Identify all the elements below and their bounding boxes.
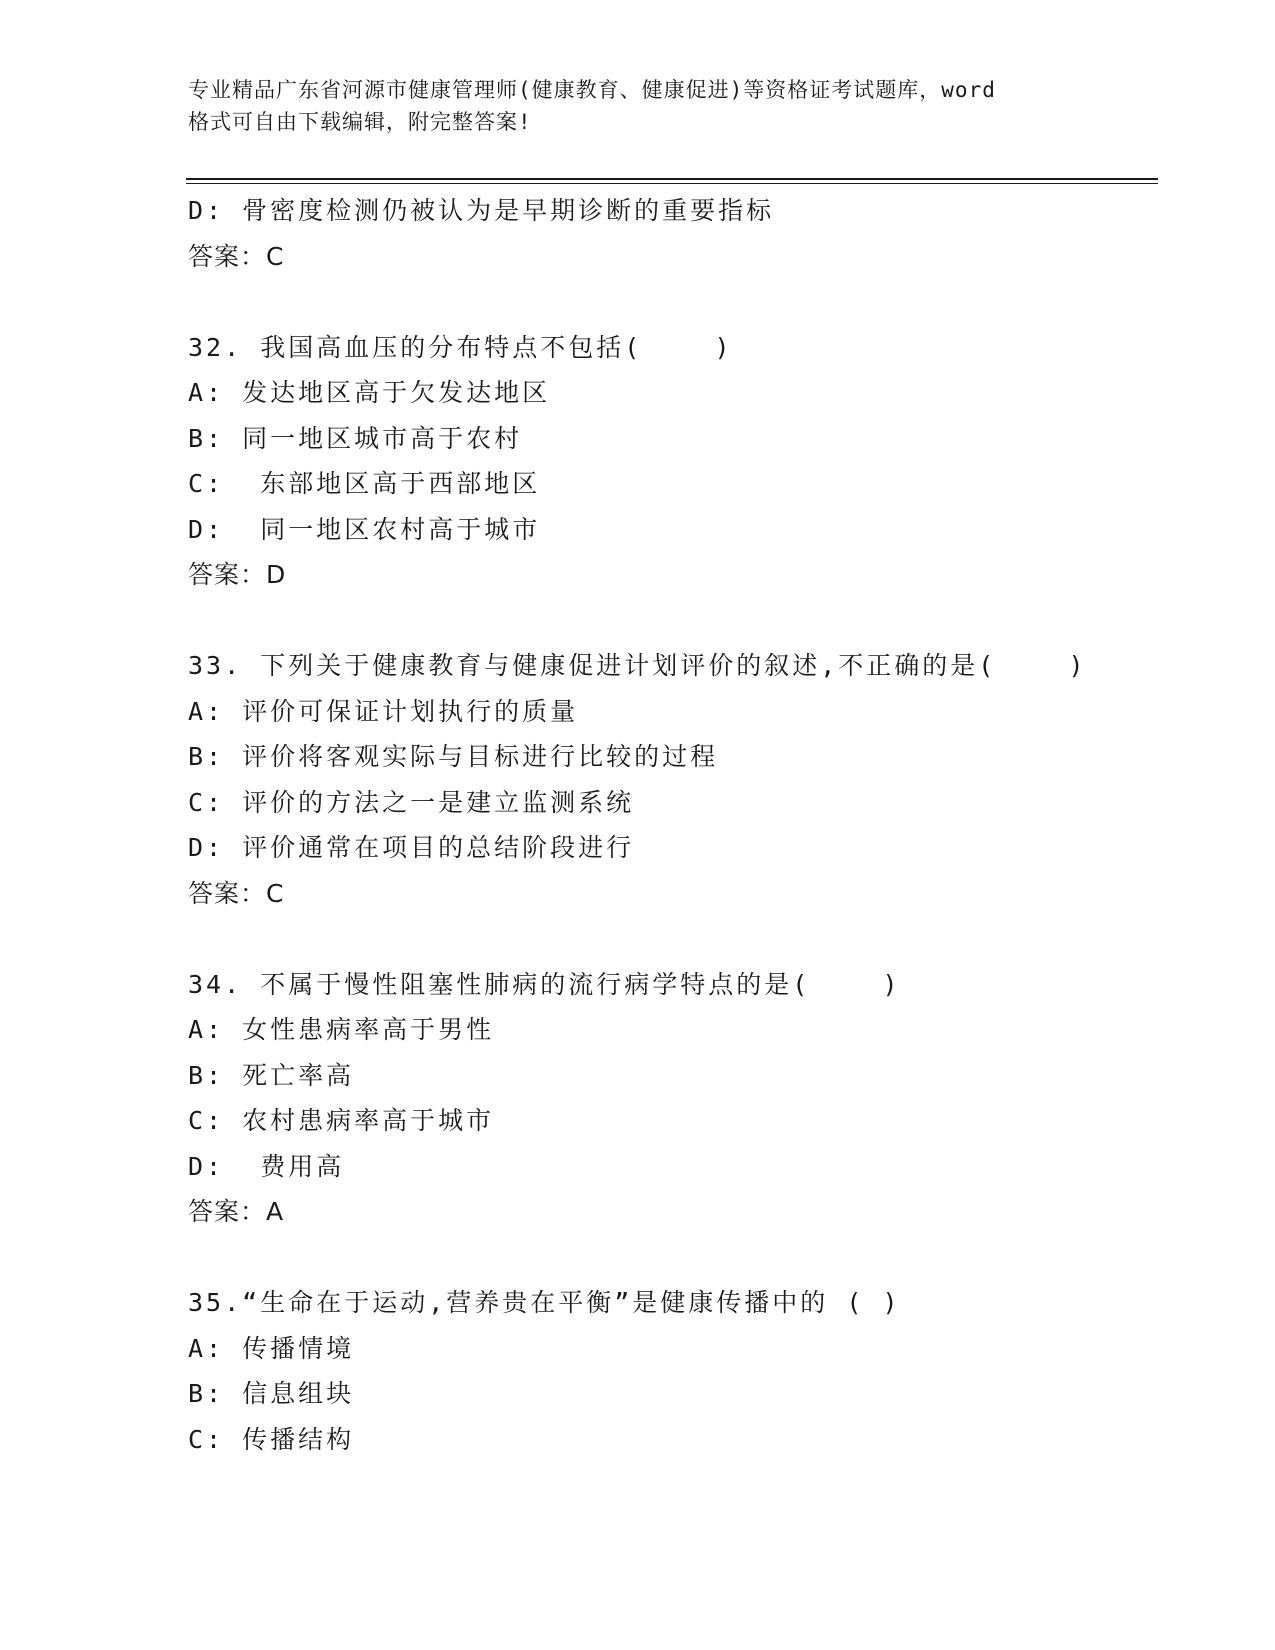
option-b: B: 同一地区城市高于农村 bbox=[188, 423, 523, 453]
question-block-35 bbox=[188, 1280, 1148, 1462]
option-c: C: 评价的方法之一是建立监测系统 bbox=[188, 787, 635, 817]
option-d: D: 评价通常在项目的总结阶段进行 bbox=[188, 833, 635, 862]
option-a: A: 发达地区高于欠发达地区 bbox=[188, 378, 551, 407]
question-block-34 bbox=[188, 962, 1148, 1235]
answer-line: 答案：C bbox=[188, 241, 285, 271]
spacer bbox=[188, 598, 1148, 644]
option-d: D: 同一地区农村高于城市 bbox=[188, 514, 541, 544]
option-b: B: 死亡率高 bbox=[188, 1060, 355, 1090]
question-stem: 34. 不属于慢性阻塞性肺病的流行病学特点的是( ) bbox=[188, 969, 901, 999]
page-header bbox=[188, 74, 1088, 138]
question-block-32 bbox=[188, 325, 1148, 598]
header-divider-thick bbox=[186, 178, 1158, 180]
option-a: A: 传播情境 bbox=[188, 1333, 355, 1363]
question-block-33 bbox=[188, 643, 1148, 916]
spacer bbox=[188, 279, 1148, 325]
question-stem: 35.“生命在于运动,营养贵在平衡”是健康传播中的 ( ) bbox=[188, 1288, 901, 1317]
option-c: C: 农村患病率高于城市 bbox=[188, 1106, 495, 1135]
option-c: C: 传播结构 bbox=[188, 1424, 355, 1454]
option-c: C: 东部地区高于西部地区 bbox=[188, 469, 541, 498]
question-list bbox=[188, 188, 1148, 1462]
option-d: D: 费用高 bbox=[188, 1151, 345, 1181]
answer-line: 答案：A bbox=[188, 1197, 285, 1226]
header-line-1: 专业精品广东省河源市健康管理师(健康教育、健康促进)等资格证考试题库，word bbox=[188, 78, 996, 102]
option-a: A: 评价可保证计划执行的质量 bbox=[188, 696, 579, 726]
header-line-2: 格式可自由下载编辑，附完整答案! bbox=[188, 110, 532, 134]
answer-line: 答案：D bbox=[188, 560, 287, 589]
option-a: A: 女性患病率高于男性 bbox=[188, 1015, 495, 1044]
spacer bbox=[188, 1235, 1148, 1281]
header-divider-thin bbox=[186, 183, 1158, 184]
option-b: B: 信息组块 bbox=[188, 1379, 355, 1408]
option-d: D: 骨密度检测仍被认为是早期诊断的重要指标 bbox=[188, 196, 775, 225]
question-stem: 32. 我国高血压的分布特点不包括( ) bbox=[188, 332, 733, 362]
answer-line: 答案：C bbox=[188, 878, 285, 908]
option-b: B: 评价将客观实际与目标进行比较的过程 bbox=[188, 742, 719, 771]
question-stem: 33. 下列关于健康教育与健康促进计划评价的叙述,不正确的是( ) bbox=[188, 651, 1087, 680]
spacer bbox=[188, 916, 1148, 962]
